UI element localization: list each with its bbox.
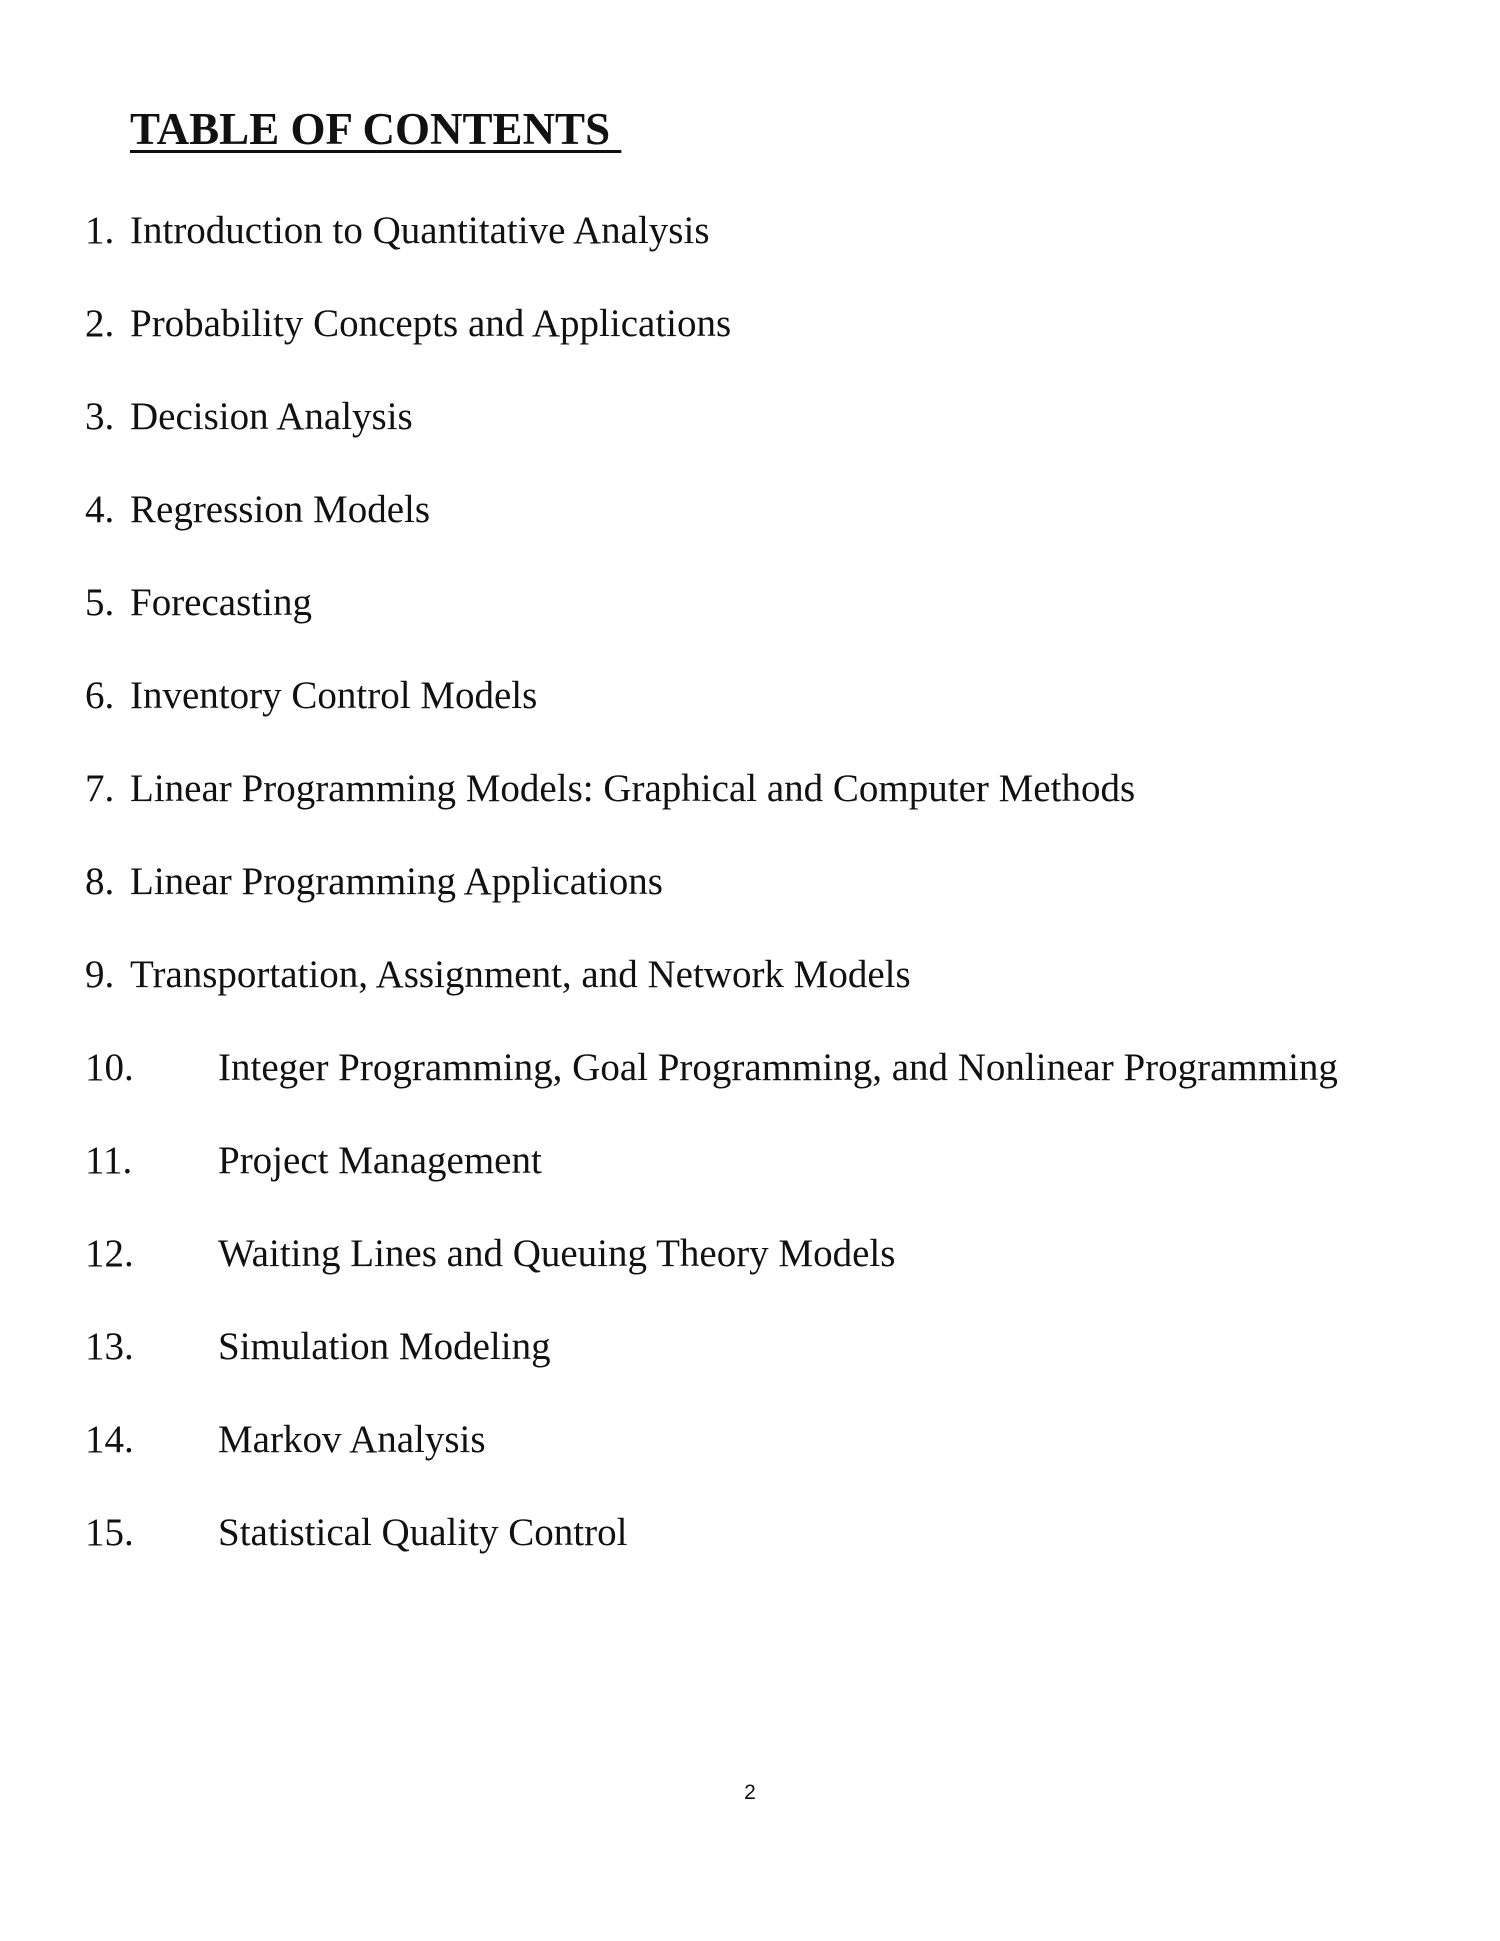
toc-item-title: Inventory Control Models	[130, 674, 538, 717]
toc-item	[85, 1135, 1338, 1228]
toc-item-title: Linear Programming Models: Graphical and Computer Methods	[130, 767, 1136, 810]
page-number: 2	[744, 1781, 756, 1804]
toc-item	[85, 484, 1338, 577]
toc-item-number: 7.	[85, 767, 115, 810]
toc-item-number: 14.	[85, 1418, 134, 1461]
toc-item-title: Waiting Lines and Queuing Theory Models	[218, 1232, 896, 1275]
toc-item	[85, 670, 1338, 763]
toc-item-number: 4.	[85, 488, 115, 531]
toc-item-number: 12.	[85, 1232, 134, 1275]
toc-item	[85, 1228, 1338, 1321]
toc-item-number: 10.	[85, 1046, 134, 1089]
toc-item	[85, 1414, 1338, 1507]
toc-item	[85, 949, 1338, 1042]
toc-item	[85, 1321, 1338, 1414]
toc-item-title: Regression Models	[130, 488, 431, 531]
toc-item-title: Simulation Modeling	[218, 1325, 551, 1368]
toc-item-number: 6.	[85, 674, 115, 717]
toc-item-title: Statistical Quality Control	[218, 1511, 628, 1554]
toc-item-title: Project Management	[218, 1139, 542, 1182]
toc-item	[85, 1042, 1338, 1135]
toc-item-number: 3.	[85, 395, 115, 438]
toc-item-number: 13.	[85, 1325, 134, 1368]
toc-item-number: 11.	[85, 1139, 133, 1182]
toc-item-number: 9.	[85, 953, 115, 996]
toc-item-number: 8.	[85, 860, 115, 903]
toc-item	[85, 205, 1338, 298]
toc-item-number: 1.	[85, 209, 115, 252]
toc-item-title: Transportation, Assignment, and Network Models	[130, 953, 911, 996]
toc-item	[85, 577, 1338, 670]
toc-item-title: Forecasting	[130, 581, 312, 624]
toc-item-number: 5.	[85, 581, 115, 624]
toc-item-title: Integer Programming, Goal Programming, and Nonlinear Programming	[218, 1046, 1338, 1089]
table-of-contents	[85, 205, 1338, 1600]
toc-item-title: Decision Analysis	[130, 395, 413, 438]
toc-item-title: Probability Concepts and Applications	[130, 302, 732, 345]
toc-item	[85, 298, 1338, 391]
toc-item-number: 15.	[85, 1511, 134, 1554]
toc-item-title: Introduction to Quantitative Analysis	[130, 209, 710, 252]
toc-item	[85, 1507, 1338, 1600]
toc-item-title: Linear Programming Applications	[130, 860, 663, 903]
toc-item	[85, 856, 1338, 949]
toc-item	[85, 391, 1338, 484]
toc-item	[85, 763, 1338, 856]
toc-item-number: 2.	[85, 302, 115, 345]
page-title: TABLE OF CONTENTS	[130, 104, 622, 154]
toc-item-title: Markov Analysis	[218, 1418, 486, 1461]
